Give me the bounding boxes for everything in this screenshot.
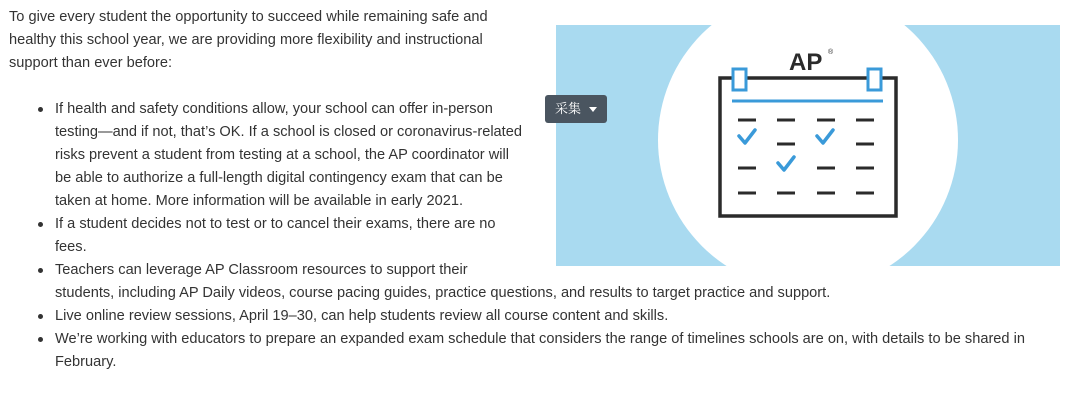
- collect-button[interactable]: [545, 95, 607, 123]
- list-item: [55, 98, 525, 213]
- list-item: [55, 213, 517, 259]
- ap-logo-text: AP: [789, 49, 823, 76]
- list-item-text: We’re working with educators to prepare an expanded exam schedule that considers the range of timelines schools are on, with details to be shared in February.: [55, 331, 1025, 370]
- list-item-text: If health and safety conditions allow, your school can offer in-person testing—and if not, that’s OK. If a school is closed or coronavirus-related risks prevent a student from testing at a school, the AP coordinator will be able to authorize a full-length digital contingency exam that can be taken at home. More information will be available in early 2021.: [55, 101, 522, 209]
- calendar-ring-right: [868, 69, 881, 90]
- list-item-text: students, including AP Daily videos, course pacing guides, practice questions, and results to target practice and support.: [55, 285, 831, 301]
- registered-mark: ®: [828, 49, 834, 56]
- list-item-text: If a student decides not to test or to cancel their exams, there are no fees.: [55, 216, 496, 255]
- intro-paragraph: To give every student the opportunity to succeed while remaining safe and healthy this school year, we are providing more flexibility and instructional support than ever before:: [9, 9, 488, 71]
- collect-button-label: 采集: [555, 101, 582, 116]
- caret-down-icon: [589, 107, 597, 112]
- list-item: [55, 305, 1071, 328]
- list-item-text: Teachers can leverage AP Classroom resources to support their: [55, 262, 468, 278]
- support-bullet-list: [55, 98, 1071, 374]
- list-item: [55, 328, 1071, 374]
- list-item: [55, 259, 1071, 305]
- calendar-ring-left: [733, 69, 746, 90]
- list-item-text: Live online review sessions, April 19–30, can help students review all course content and skills.: [55, 308, 669, 324]
